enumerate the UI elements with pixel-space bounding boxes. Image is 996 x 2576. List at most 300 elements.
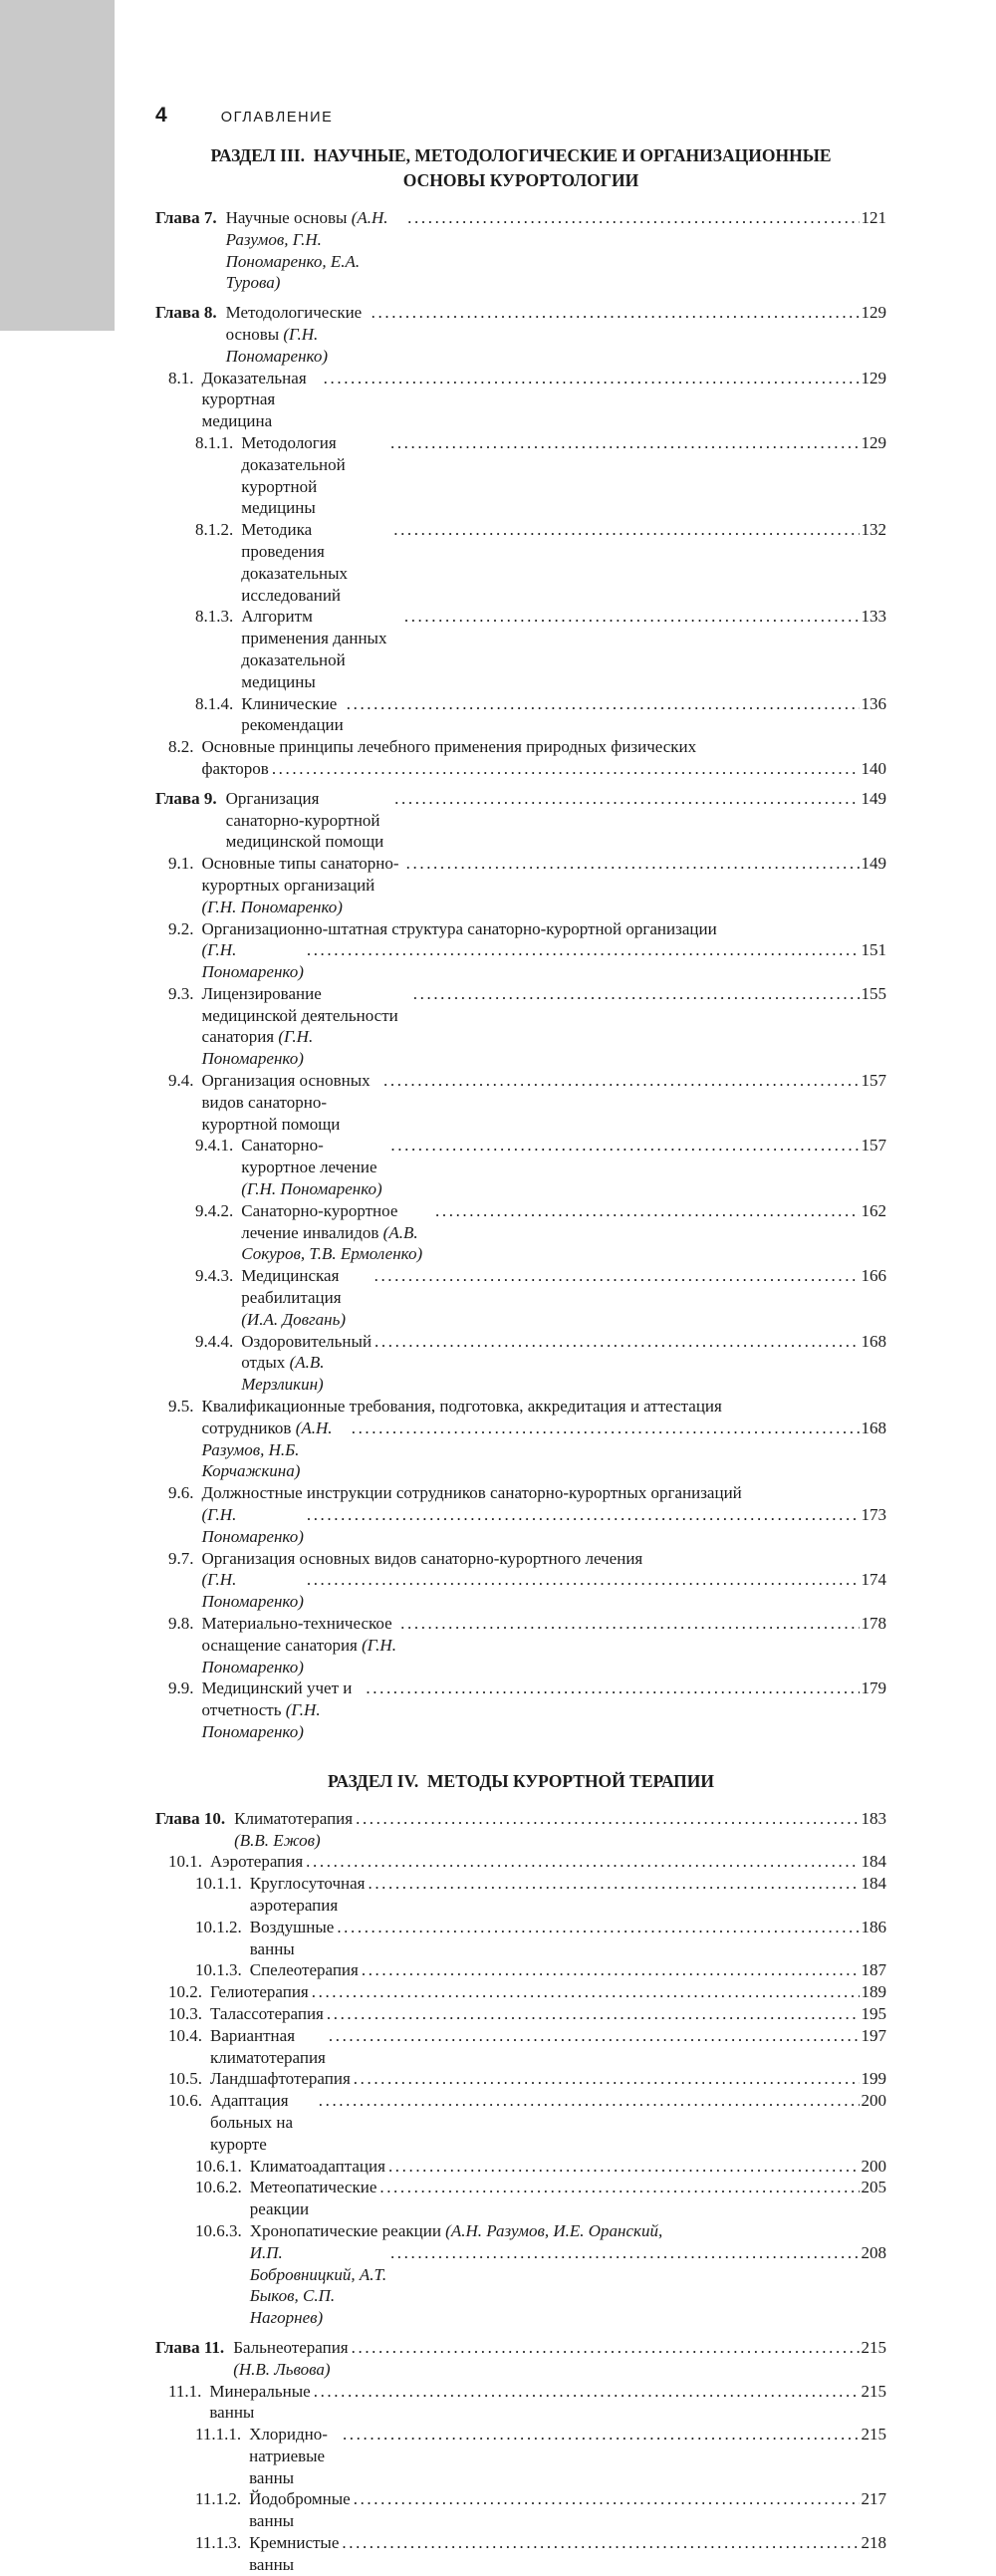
dot-leader (366, 1677, 859, 1699)
dot-leader (307, 1569, 860, 1591)
section-heading (155, 1769, 886, 1794)
title-run: Спелеотерапия (249, 1960, 359, 1980)
entry-line (209, 2381, 886, 2425)
entry-text (250, 2221, 662, 2240)
title-run: Материально-техническое оснащение санатория (201, 1614, 392, 1655)
entry-text (202, 1549, 643, 1568)
title-run: Метеопатические реакции (249, 2178, 377, 2219)
entry-text (226, 788, 392, 853)
title-run: Санаторно-курортное лечение инвалидов (241, 1200, 398, 1242)
entry-number: 9.1. (168, 854, 194, 874)
entry-number: 10.5. (168, 2069, 202, 2089)
toc-entry (155, 2068, 886, 2090)
toc-entry (155, 1396, 886, 1482)
entry-line (241, 693, 886, 737)
entry-line (202, 983, 887, 1070)
entry-number: Глава 8. (155, 303, 217, 323)
toc-entry (155, 432, 886, 519)
entry-number: 9.2. (168, 918, 194, 938)
dot-leader (372, 302, 860, 324)
entry-page: 168 (861, 1331, 886, 1351)
entry-text (202, 1417, 349, 1482)
dot-leader (374, 1265, 860, 1287)
entry-number: 10.4. (168, 2025, 202, 2045)
toc-entry (155, 1959, 886, 1981)
authors: (В.В. Ежов) (234, 1830, 321, 1850)
entry-body (210, 2025, 886, 2069)
entry-line (202, 758, 887, 780)
entry-body (250, 1917, 886, 1960)
entry-text (209, 2381, 310, 2425)
title-run: Йодобромные ванны (249, 2489, 351, 2531)
entry-text (210, 1851, 303, 1873)
title-run: Гелиотерапия (210, 1982, 309, 2002)
entry-line (202, 368, 887, 432)
entry-text (234, 1808, 353, 1852)
title-run: Методика проведения доказательных исследований (241, 520, 348, 605)
entry-text (241, 1331, 372, 1396)
entry-body (202, 1613, 887, 1677)
entry-line (202, 939, 887, 983)
entry-body (249, 2488, 886, 2532)
entry-line (210, 2068, 886, 2090)
toc-entry (155, 918, 886, 983)
entry-body (210, 2068, 886, 2090)
entry-number: 10.6.1. (195, 2156, 242, 2176)
title-run: Вариантная климатотерапия (210, 2025, 326, 2067)
title-run: Организация основных видов санаторно-курортной помощи (201, 1071, 371, 1134)
dot-leader (390, 1135, 859, 1157)
entry-body (250, 1959, 886, 1981)
entry-body (210, 2090, 886, 2155)
dot-leader (407, 207, 859, 229)
title-run: Хлоридно-натриевые ванны (249, 2425, 328, 2487)
entry-page: 184 (861, 1852, 886, 1872)
dot-leader (307, 1504, 860, 1526)
title-run: сотрудников (201, 1417, 296, 1437)
toc-entry (155, 2090, 886, 2155)
entry-line (202, 853, 887, 917)
entry-page: 174 (861, 1570, 886, 1590)
entry-line (250, 2242, 886, 2329)
title-run: Воздушные ванны (249, 1917, 335, 1958)
entry-number: 9.9. (168, 1678, 194, 1698)
dot-leader (272, 758, 860, 780)
entry-text (202, 1397, 722, 1416)
toc-entry (155, 853, 886, 917)
entry-number: 9.6. (168, 1483, 194, 1503)
title-run: Методологические основы (225, 303, 363, 344)
authors: (А.Н. Разумов, Н.Б. Корчажкина) (201, 1417, 333, 1481)
entry-text (202, 368, 321, 432)
entry-line (241, 1331, 886, 1396)
entry-number: 10.6.2. (195, 2178, 242, 2197)
toc-entry (155, 606, 886, 692)
title-run: Минеральные ванны (209, 2381, 311, 2423)
entry-page: 183 (861, 1808, 886, 1828)
entry-page: 129 (861, 303, 886, 323)
toc-entry (155, 1200, 886, 1265)
entry-body (210, 2003, 886, 2025)
toc-entry (155, 1331, 886, 1396)
entry-text (202, 1483, 742, 1502)
entry-text (233, 2337, 348, 2381)
entry-page: 162 (861, 1200, 886, 1220)
entry-text (202, 1070, 381, 1135)
entry-text (250, 1959, 359, 1981)
toc-entry (155, 1677, 886, 1742)
entry-line (210, 1851, 886, 1873)
entry-line (202, 918, 887, 940)
authors: (А.Н. Разумов, И.Е. Оранский, (445, 2220, 663, 2240)
entry-body (202, 1396, 887, 1482)
authors: И.П. Бобровницкий, А.Т. Быков, С.П. Нагорнев) (249, 2242, 387, 2328)
entry-page: 208 (861, 2242, 886, 2262)
entry-line (249, 2424, 886, 2488)
entry-text (202, 939, 304, 983)
entry-text (202, 737, 697, 756)
dot-leader (390, 2242, 860, 2264)
entry-number: 9.4. (168, 1071, 194, 1091)
entry-line (202, 1482, 887, 1504)
entry-text (202, 983, 410, 1070)
entry-text (202, 1613, 398, 1677)
toc-entry (155, 2177, 886, 2220)
entry-text (202, 1677, 364, 1742)
dot-leader (306, 1851, 859, 1873)
toc-entry (155, 2156, 886, 2178)
dot-leader (374, 1331, 859, 1353)
title-run: Бальнеотерапия (233, 2337, 349, 2357)
entry-line (202, 1396, 887, 1417)
dot-leader (314, 2381, 860, 2403)
entry-number: 11.1. (168, 2381, 202, 2401)
entry-page: 215 (861, 2425, 886, 2445)
toc-entry (155, 693, 886, 737)
entry-number: 8.1.2. (195, 520, 234, 540)
dot-leader (390, 432, 860, 454)
entry-line (250, 1873, 886, 1917)
dot-leader (404, 606, 860, 628)
toc-entry (155, 1917, 886, 1960)
section-heading-line: ОСНОВЫ КУРОРТОЛОГИИ (402, 170, 639, 190)
toc-section (155, 1769, 886, 2576)
entry-body (202, 1070, 887, 1135)
dot-leader (394, 788, 859, 810)
entry-page: 200 (861, 2156, 886, 2176)
entry-page: 189 (861, 1982, 886, 2002)
authors: (Г.Н. Пономаренко) (201, 1505, 304, 1546)
entry-line (249, 2488, 886, 2532)
entry-page: 215 (861, 2337, 886, 2357)
entry-page: 218 (861, 2533, 886, 2553)
entry-body (250, 2156, 886, 2178)
entry-line (202, 1504, 887, 1548)
entry-text (226, 302, 369, 367)
entry-number: 8.1.3. (195, 607, 234, 627)
page-number: 4 (155, 104, 167, 127)
entry-line (241, 432, 886, 519)
entry-line (202, 1613, 887, 1677)
toc-entry (155, 207, 886, 294)
entry-text (249, 2424, 340, 2488)
running-header (155, 104, 886, 128)
entry-body (241, 1200, 886, 1265)
entry-page: 197 (861, 2025, 886, 2045)
entry-number: 8.2. (168, 737, 194, 757)
toc-entry (155, 1851, 886, 1873)
authors: (И.А. Довгань) (241, 1309, 346, 1329)
entry-body (249, 2424, 886, 2488)
toc-entry (155, 2381, 886, 2425)
entry-line (250, 2156, 886, 2178)
title-run: Основные типы санаторно-курортных организаций (201, 854, 399, 895)
entry-body (202, 1677, 887, 1742)
title-run: Талассотерапия (210, 2003, 324, 2023)
entry-line (202, 1569, 887, 1613)
dot-leader (352, 1417, 860, 1439)
section-heading (155, 143, 886, 193)
authors: (Г.Н. Пономаренко) (241, 1179, 382, 1199)
entry-line (210, 1981, 886, 2003)
entry-page: 186 (861, 1917, 886, 1936)
entry-line (241, 1135, 886, 1199)
entry-number: 9.4.4. (195, 1331, 234, 1351)
entry-number: Глава 7. (155, 208, 217, 227)
toc-entry (155, 1482, 886, 1547)
entry-text (250, 2242, 387, 2329)
entry-line (234, 1808, 886, 1852)
title-run: Организация основных видов санаторно-курортного лечения (201, 1548, 643, 1568)
entry-body (241, 519, 886, 606)
dot-leader (406, 853, 860, 875)
title-run: Доказательная курортная медицина (201, 368, 307, 431)
entry-text (241, 606, 401, 692)
title-run: Алгоритм применения данных доказательной медицины (241, 607, 387, 691)
section-heading-line: РАЗДЕЛ IV. МЕТОДЫ КУРОРТНОЙ ТЕРАПИИ (327, 1770, 714, 1791)
title-run: Основные принципы лечебного применения природных физических (201, 737, 697, 757)
dot-leader (356, 1808, 859, 1830)
toc-entry (155, 519, 886, 606)
entry-page: 178 (861, 1614, 886, 1633)
page-content (155, 104, 886, 2576)
entry-text (210, 1981, 309, 2003)
entry-page: 157 (861, 1136, 886, 1156)
entry-text (202, 1569, 304, 1613)
entry-page: 121 (861, 208, 886, 227)
toc-entry (155, 788, 886, 853)
entry-line (241, 606, 886, 692)
entry-page: 195 (861, 2003, 886, 2023)
entry-page: 217 (861, 2489, 886, 2509)
authors: (Н.В. Львова) (233, 2359, 331, 2379)
title-run: Организационно-штатная структура санаторно-курортной организации (201, 918, 717, 938)
section-heading-line: РАЗДЕЛ III. НАУЧНЫЕ, МЕТОДОЛОГИЧЕСКИЕ И ОРГАНИЗАЦИОННЫЕ (210, 145, 832, 165)
toc-sections (155, 143, 886, 2576)
dot-leader (327, 2003, 860, 2025)
entry-body (249, 2532, 886, 2576)
dot-leader (388, 2156, 860, 2178)
entry-body (234, 1808, 886, 1852)
toc-entry (155, 1613, 886, 1677)
entry-number: 11.1.2. (195, 2489, 242, 2509)
dot-leader (352, 2337, 860, 2359)
dot-leader (312, 1981, 860, 2003)
entry-body (202, 983, 887, 1070)
entry-number: 10.1. (168, 1852, 202, 1872)
entry-line (250, 1959, 886, 1981)
entry-page: 187 (861, 1960, 886, 1980)
authors: (А.В. Сокуров, Т.В. Ермоленко) (241, 1222, 423, 1264)
title-run: Адаптация больных на курорте (210, 2091, 294, 2154)
entry-body (202, 1482, 887, 1547)
entry-page: 155 (861, 983, 886, 1003)
entry-text (210, 2025, 326, 2069)
toc-entry (155, 2220, 886, 2329)
title-run: Медицинский учет и отчетность (201, 1678, 353, 1720)
entry-body (233, 2337, 886, 2381)
entry-body (209, 2381, 886, 2425)
toc-entry (155, 2337, 886, 2381)
entry-page: 179 (861, 1678, 886, 1698)
entry-text (202, 919, 717, 938)
toc-entry (155, 1135, 886, 1199)
title-run: Квалификационные требования, подготовка, аккредитация и аттестация (201, 1397, 722, 1417)
entry-body (202, 368, 887, 432)
entry-text (241, 1265, 371, 1330)
entry-line (202, 1417, 887, 1482)
toc-entry (155, 2488, 886, 2532)
entry-body (226, 302, 886, 367)
entry-number: 9.4.2. (195, 1200, 234, 1220)
entry-page: 132 (861, 520, 886, 540)
entry-page: 133 (861, 607, 886, 627)
entry-line (226, 302, 886, 367)
toc-entry (155, 2532, 886, 2576)
entry-text (241, 1200, 432, 1265)
entry-text (241, 1135, 387, 1199)
authors: (Г.Н. Пономаренко) (201, 1700, 321, 1741)
toc-entry (155, 2025, 886, 2069)
entry-line (226, 788, 886, 853)
entry-page: 205 (861, 2178, 886, 2197)
dot-leader (362, 1959, 860, 1981)
entry-body (250, 1873, 886, 1917)
title-run: Хронопатические реакции (249, 2220, 446, 2240)
entry-text (249, 2532, 339, 2576)
entry-body (241, 693, 886, 737)
dot-leader (342, 2532, 859, 2554)
entry-body (202, 736, 887, 780)
entry-text (241, 519, 390, 606)
entry-number: 9.8. (168, 1614, 194, 1633)
entry-text (210, 2090, 316, 2155)
corner-gray-block (0, 0, 115, 331)
title-run: Круглосуточная аэротерапия (249, 1874, 366, 1915)
entry-body (202, 853, 887, 917)
entry-page: 129 (861, 368, 886, 387)
dot-leader (329, 2025, 860, 2047)
title-run: Ландшафтотерапия (210, 2069, 351, 2089)
toc-entry (155, 1873, 886, 1917)
entry-page: 168 (861, 1417, 886, 1437)
entry-text (210, 2003, 324, 2025)
entry-text (202, 758, 269, 780)
toc-entry (155, 368, 886, 432)
dot-leader (354, 2488, 860, 2510)
entry-line (250, 2177, 886, 2220)
title-run: Кремнистые ванны (249, 2533, 340, 2574)
dot-leader (337, 1917, 859, 1938)
entry-body (241, 606, 886, 692)
entry-number: 10.1.1. (195, 1874, 242, 1894)
entry-body (250, 2177, 886, 2220)
entry-page: 157 (861, 1071, 886, 1091)
authors: (Г.Н. Пономаренко) (201, 1635, 396, 1676)
entry-page: 199 (861, 2069, 886, 2089)
entry-page: 173 (861, 1505, 886, 1525)
entry-line (241, 1265, 886, 1330)
entry-line (241, 519, 886, 606)
entry-number: 10.6.3. (195, 2220, 242, 2240)
dot-leader (324, 368, 860, 389)
dot-leader (393, 519, 859, 541)
authors: (А.В. Мерзликин) (241, 1353, 325, 1395)
entry-number: 9.3. (168, 983, 194, 1003)
entry-number: 8.1.4. (195, 693, 234, 713)
entry-number: 9.5. (168, 1397, 194, 1417)
title-run: Оздоровительный отдых (241, 1331, 373, 1373)
title-run: Климатотерапия (234, 1808, 354, 1828)
entry-number: 10.6. (168, 2091, 202, 2111)
entry-text (210, 2068, 351, 2090)
title-run: Лицензирование медицинской деятельности санатория (201, 983, 398, 1047)
dot-leader (383, 1070, 859, 1092)
entry-text (202, 853, 403, 917)
entry-number: 11.1.3. (195, 2533, 242, 2553)
title-run: Методология доказательной курортной медицины (241, 432, 346, 518)
entry-text (250, 2156, 385, 2178)
toc-entry (155, 2003, 886, 2025)
entry-number: 11.1.1. (195, 2425, 242, 2445)
entry-line (250, 1917, 886, 1960)
entry-line (202, 1548, 887, 1570)
entry-body (241, 1265, 886, 1330)
title-run: факторов (201, 758, 269, 778)
entry-line (210, 2025, 886, 2069)
entry-line (250, 2220, 886, 2242)
entry-body (226, 788, 886, 853)
entry-number: 9.4.3. (195, 1266, 234, 1286)
title-run: Аэротерапия (210, 1852, 304, 1872)
entry-number: 9.4.1. (195, 1136, 234, 1156)
title-run: Климатоадаптация (249, 2156, 385, 2176)
authors: (Г.Н. Пономаренко) (201, 940, 304, 982)
title-run: Должностные инструкции сотрудников санаторно-курортных организаций (201, 1483, 742, 1503)
authors: (Г.Н. Пономаренко) (201, 1570, 304, 1612)
entry-number: Глава 9. (155, 788, 217, 808)
entry-body (241, 1331, 886, 1396)
entry-text (250, 2177, 377, 2220)
authors: (Г.Н. Пономаренко) (201, 1027, 314, 1069)
entry-page: 215 (861, 2381, 886, 2401)
entry-body (210, 1851, 886, 1873)
entry-page: 166 (861, 1266, 886, 1286)
entry-number: 10.1.3. (195, 1960, 242, 1980)
dot-leader (400, 1613, 859, 1635)
entry-number: 10.1.2. (195, 1917, 242, 1936)
entry-body (241, 432, 886, 519)
